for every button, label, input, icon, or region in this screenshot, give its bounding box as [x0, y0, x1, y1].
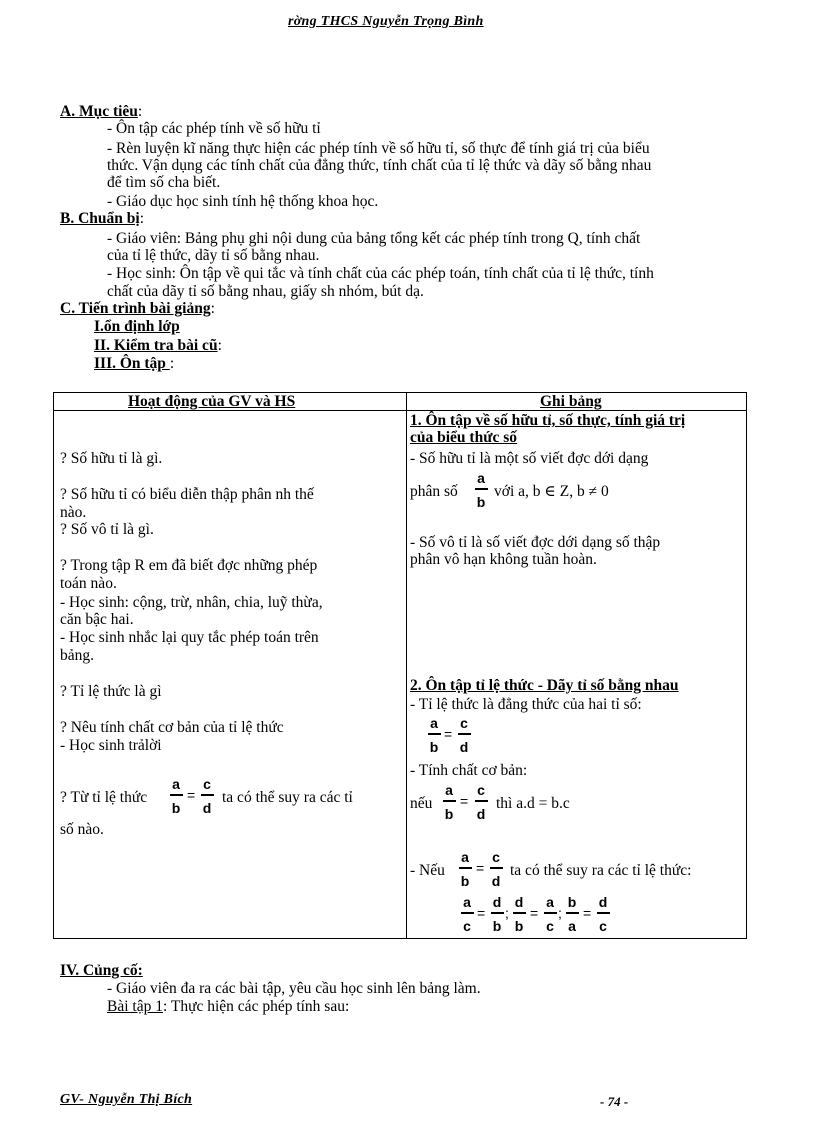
right-line: nếu — [410, 795, 433, 812]
frac-bar — [597, 912, 610, 914]
frac-den: b — [492, 918, 502, 934]
section-c-colon: : — [210, 300, 215, 317]
left-line: ? Từ tỉ lệ thức — [60, 789, 148, 806]
right-line: - Tỉ lệ thức là đẳng thức của hai tỉ số: — [410, 696, 642, 713]
section-a-heading — [60, 104, 142, 120]
frac-bar — [459, 867, 472, 869]
frac-bar — [475, 800, 488, 802]
frac-num: a — [172, 776, 180, 792]
section-a-item: - Rèn luyện kĩ năng thực hiện các phép tính về số hữu tỉ, số thực để tính giá trị của biểu — [107, 140, 650, 157]
section-a-item: - Ôn tập các phép tính về số hữu tỉ — [107, 120, 321, 137]
section-a-colon: : — [137, 103, 143, 120]
left-line: ? Số vô tỉ là gì. — [60, 521, 154, 538]
frac-den: b — [514, 918, 524, 934]
frac-den: c — [463, 918, 471, 934]
frac-num: b — [567, 894, 577, 910]
table-col2-header: Ghi bảng — [540, 393, 602, 410]
equals-sign: = — [444, 726, 453, 742]
frac-bar — [170, 794, 183, 796]
frac-den: d — [202, 800, 212, 816]
section-b-item: của tỉ lệ thức, dãy tỉ số bằng nhau. — [107, 247, 320, 264]
frac-num: c — [492, 849, 500, 865]
left-line: nào. — [60, 504, 87, 521]
left-line: ? Số hữu tỉ là gì. — [60, 450, 163, 467]
page-header: rờng THCS Nguyễn Trọng Bình — [288, 14, 484, 29]
frac-num: d — [514, 894, 524, 910]
section-c-heading — [60, 301, 215, 317]
section-c-title: C. Tiến trình bài giảng — [60, 300, 211, 317]
section-c-sub3-colon: : — [169, 355, 175, 372]
frac-den: c — [546, 918, 554, 934]
frac-bar — [201, 794, 214, 796]
frac-den: b — [460, 873, 470, 889]
frac-bar — [491, 912, 504, 914]
left-line: - Học sinh trảlời — [60, 737, 162, 754]
equals-sign: = — [477, 905, 486, 921]
table-column-divider — [406, 392, 407, 939]
section-c-sub1: I.ổn định lớp — [94, 318, 180, 335]
right-line: phân số — [410, 483, 458, 500]
left-line: ? Số hữu tỉ có biểu diễn thập phân nh thế — [60, 486, 314, 503]
section-iv-item: - Giáo viên đa ra các bài tập, yêu cầu học sinh lên bảng làm. — [107, 980, 481, 997]
section-iv-title: IV. Củng cố: — [60, 962, 143, 979]
left-line: bảng. — [60, 647, 95, 664]
frac-num: a — [463, 894, 471, 910]
right-line: thì a.d = b.c — [496, 795, 570, 812]
frac-bar — [458, 733, 471, 735]
right-heading-1b: của biểu thức số — [410, 429, 518, 446]
right-line: ta có thể suy ra các tỉ lệ thức: — [510, 862, 692, 879]
left-line: toán nào. — [60, 575, 117, 592]
section-b-heading — [60, 211, 144, 227]
section-c-sub3-title: III. Ôn tập — [94, 355, 170, 372]
right-line: - Tính chất cơ bản: — [410, 762, 528, 779]
left-line: ? Trong tập R em đã biết đợc những phép — [60, 557, 318, 574]
section-c-sub2 — [94, 338, 222, 354]
frac-num: d — [492, 894, 502, 910]
frac-bar — [461, 912, 474, 914]
section-c-sub3 — [94, 356, 174, 372]
page-number: - 74 - — [600, 1094, 629, 1109]
left-line: ? Tỉ lệ thức là gì — [60, 683, 162, 700]
frac-num: c — [203, 776, 211, 792]
frac-den: b — [476, 494, 486, 510]
left-line: số nào. — [60, 821, 104, 838]
frac-den: b — [444, 806, 454, 822]
frac-den: d — [491, 873, 501, 889]
frac-den: b — [171, 800, 181, 816]
frac-num: d — [598, 894, 608, 910]
frac-bar — [428, 733, 441, 735]
section-iv-item — [107, 999, 349, 1015]
right-line: phân vô hạn không tuần hoàn. — [410, 551, 597, 568]
frac-den: c — [599, 918, 607, 934]
table-col1-header: Hoạt động của GV và HS — [128, 393, 296, 410]
section-b-item: - Giáo viên: Bảng phụ ghi nội dung của bảng tổng kết các phép tính trong Q, tính chất — [107, 230, 641, 247]
lesson-table — [53, 392, 747, 939]
section-b-item: chất của dãy tỉ số bằng nhau, giấy sh nhóm, bút dạ. — [107, 283, 424, 300]
right-line: - Số hữu tỉ là một số viết đợc dới dạng — [410, 450, 649, 467]
frac-num: c — [477, 782, 485, 798]
section-a-title: A. Mục tiêu — [60, 103, 138, 120]
footer-teacher: GV- Nguyễn Thị Bích — [60, 1092, 193, 1107]
right-line: với a, b ∈ Z, b ≠ 0 — [494, 483, 609, 500]
equals-sign: = — [476, 860, 485, 876]
section-c-sub2-colon: : — [217, 337, 222, 354]
left-line: - Học sinh nhắc lại quy tắc phép toán trên — [60, 629, 319, 646]
frac-num: a — [445, 782, 453, 798]
left-line: ? Nêu tính chất cơ bản của tỉ lệ thức — [60, 719, 284, 736]
right-heading-1: 1. Ôn tập về số hữu tỉ, số thực, tính giá trị — [410, 412, 686, 429]
frac-den: b — [429, 739, 439, 755]
equals-sign: = — [583, 905, 592, 921]
frac-num: a — [430, 715, 438, 731]
exercise-text: : Thực hiện các phép tính sau: — [162, 998, 350, 1015]
semicolon: ; — [505, 905, 509, 921]
frac-bar — [513, 912, 526, 914]
left-line: căn bậc hai. — [60, 611, 134, 628]
right-line: - Số vô tỉ là số viết đợc dới dạng số thập — [410, 534, 661, 551]
frac-bar — [475, 488, 488, 490]
frac-num: a — [477, 470, 485, 486]
frac-bar — [490, 867, 503, 869]
section-b-item: - Học sinh: Ôn tập về qui tắc và tính chất của các phép toán, tính chất của tỉ lệ thức, tính — [107, 265, 654, 282]
frac-bar — [443, 800, 456, 802]
frac-num: c — [460, 715, 468, 731]
right-line: - Nếu — [410, 862, 445, 879]
section-a-item: thức. Vận dụng các tính chất của đẳng thức, tính chất của tỉ lệ thức và dãy số bằng nhau — [107, 157, 652, 174]
section-a-item: - Giáo dục học sinh tính hệ thống khoa học. — [107, 193, 379, 210]
section-b-title: B. Chuẩn bị — [60, 210, 140, 227]
section-b-colon: : — [139, 210, 145, 227]
frac-bar — [566, 912, 579, 914]
exercise-label: Bài tập 1 — [107, 998, 163, 1015]
right-heading-2: 2. Ôn tập tỉ lệ thức - Dãy tỉ số bằng nhau — [410, 677, 679, 694]
section-a-item: để tìm số cha biết. — [107, 174, 221, 191]
frac-den: d — [476, 806, 486, 822]
semicolon: ; — [558, 905, 562, 921]
frac-bar — [544, 912, 557, 914]
frac-num: a — [461, 849, 469, 865]
equals-sign: = — [530, 905, 539, 921]
frac-den: d — [459, 739, 469, 755]
frac-num: a — [546, 894, 554, 910]
left-line: ta có thể suy ra các tỉ — [222, 789, 353, 806]
section-c-sub2-title: II. Kiểm tra bài cũ — [94, 337, 218, 354]
equals-sign: = — [460, 793, 469, 809]
frac-den: a — [568, 918, 576, 934]
left-line: - Học sinh: cộng, trừ, nhân, chia, luỹ thừa, — [60, 594, 323, 611]
equals-sign: = — [187, 787, 196, 803]
